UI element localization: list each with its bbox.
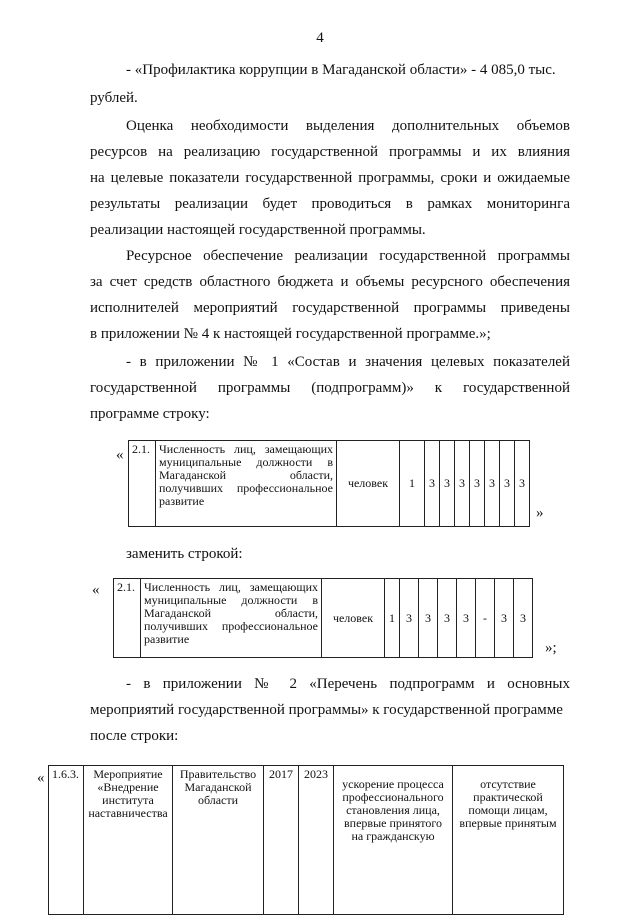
para4-line1: - в приложении № 1 «Состав и значения целевых показателей [126, 354, 570, 370]
table1-value-7: 3 [500, 441, 515, 527]
table2-unit: человек [322, 579, 385, 658]
para4-line3: программе строку: [90, 406, 210, 422]
table2-value-7: 3 [495, 579, 514, 658]
table3-num: 1.6.3. [49, 766, 84, 915]
para3-line4: в приложении № 4 к настоящей государственной программе.»; [90, 326, 491, 342]
table2-value-5: 3 [457, 579, 476, 658]
table3-consequence: отсутствие практической помощи лицам, впервые принятым [453, 766, 564, 915]
para3-line2: за счет средств областного бюджета и объемы ресурсного обеспечения [90, 274, 570, 290]
para4-line2: государственной программы (подпрограмм)» к государственной [90, 380, 570, 396]
table1-open-quote: « [116, 447, 124, 463]
table1-value-4: 3 [455, 441, 470, 527]
table3-year-start: 2017 [264, 766, 299, 915]
table2-value-2: 3 [400, 579, 419, 658]
table1-close-quote: » [536, 505, 544, 521]
table2-desc: Численность лиц, замещающих муниципальные должности в Магаданской области, получивших профессиональное развитие [141, 579, 322, 658]
table1-value-2: 3 [425, 441, 440, 527]
para5-line2: мероприятий государственной программы» к государственной программе [90, 702, 563, 718]
table1-desc: Численность лиц, замещающих муниципальные должности в Магаданской области, получивших профессиональное развитие [156, 441, 337, 527]
table-row [129, 441, 530, 527]
para3-line1: Ресурсное обеспечение реализации государственной программы [126, 248, 570, 264]
para5-line1: - в приложении № 2 «Перечень подпрограмм и основных [126, 676, 570, 692]
para1-line1: - «Профилактика коррупции в Магаданской области» - 4 085,0 тыс. [126, 62, 556, 78]
table3-year-end: 2023 [299, 766, 334, 915]
replace-label: заменить строкой: [126, 546, 243, 562]
table1 [128, 440, 530, 527]
table3 [48, 765, 564, 915]
table1-value-1: 1 [400, 441, 425, 527]
para2-line2: ресурсов на реализацию государственной программы и их влияния [90, 144, 570, 160]
table2-num: 2.1. [114, 579, 141, 658]
table2-value-6: - [476, 579, 495, 658]
table-row [49, 766, 564, 915]
para2-line3: на целевые показатели государственной программы, сроки и ожидаемые [90, 170, 570, 186]
table1-value-5: 3 [470, 441, 485, 527]
para5-line3: после строки: [90, 728, 179, 744]
table3-event: Мероприятие «Внедрение института наставничества [84, 766, 173, 915]
table2-value-4: 3 [438, 579, 457, 658]
table3-executor: Правительство Магаданской области [173, 766, 264, 915]
table1-unit: человек [337, 441, 400, 527]
table2-open-quote: « [92, 582, 100, 598]
table2-value-1: 1 [385, 579, 400, 658]
para2-line4: результаты реализации будет проводиться в рамках мониторинга [90, 196, 570, 212]
table1-num: 2.1. [129, 441, 156, 527]
table2-value-8: 3 [514, 579, 533, 658]
table2-value-3: 3 [419, 579, 438, 658]
table-row [114, 579, 533, 658]
table1-value-8: 3 [515, 441, 530, 527]
table3-result: ускорение процесса профессионального становления лица, впервые принятого на гражданскую [334, 766, 453, 915]
para2-line5: реализации настоящей государственной программы. [90, 222, 426, 238]
para3-line3: исполнителей мероприятий государственной программы приведены [90, 300, 570, 316]
table3-open-quote: « [37, 770, 45, 786]
para1-line2: рублей. [90, 90, 138, 106]
table1-value-6: 3 [485, 441, 500, 527]
table2 [113, 578, 533, 658]
para2-line1: Оценка необходимости выделения дополнительных объемов [126, 118, 570, 134]
page-number: 4 [316, 30, 324, 46]
table2-close-quote: »; [545, 640, 557, 656]
table1-value-3: 3 [440, 441, 455, 527]
